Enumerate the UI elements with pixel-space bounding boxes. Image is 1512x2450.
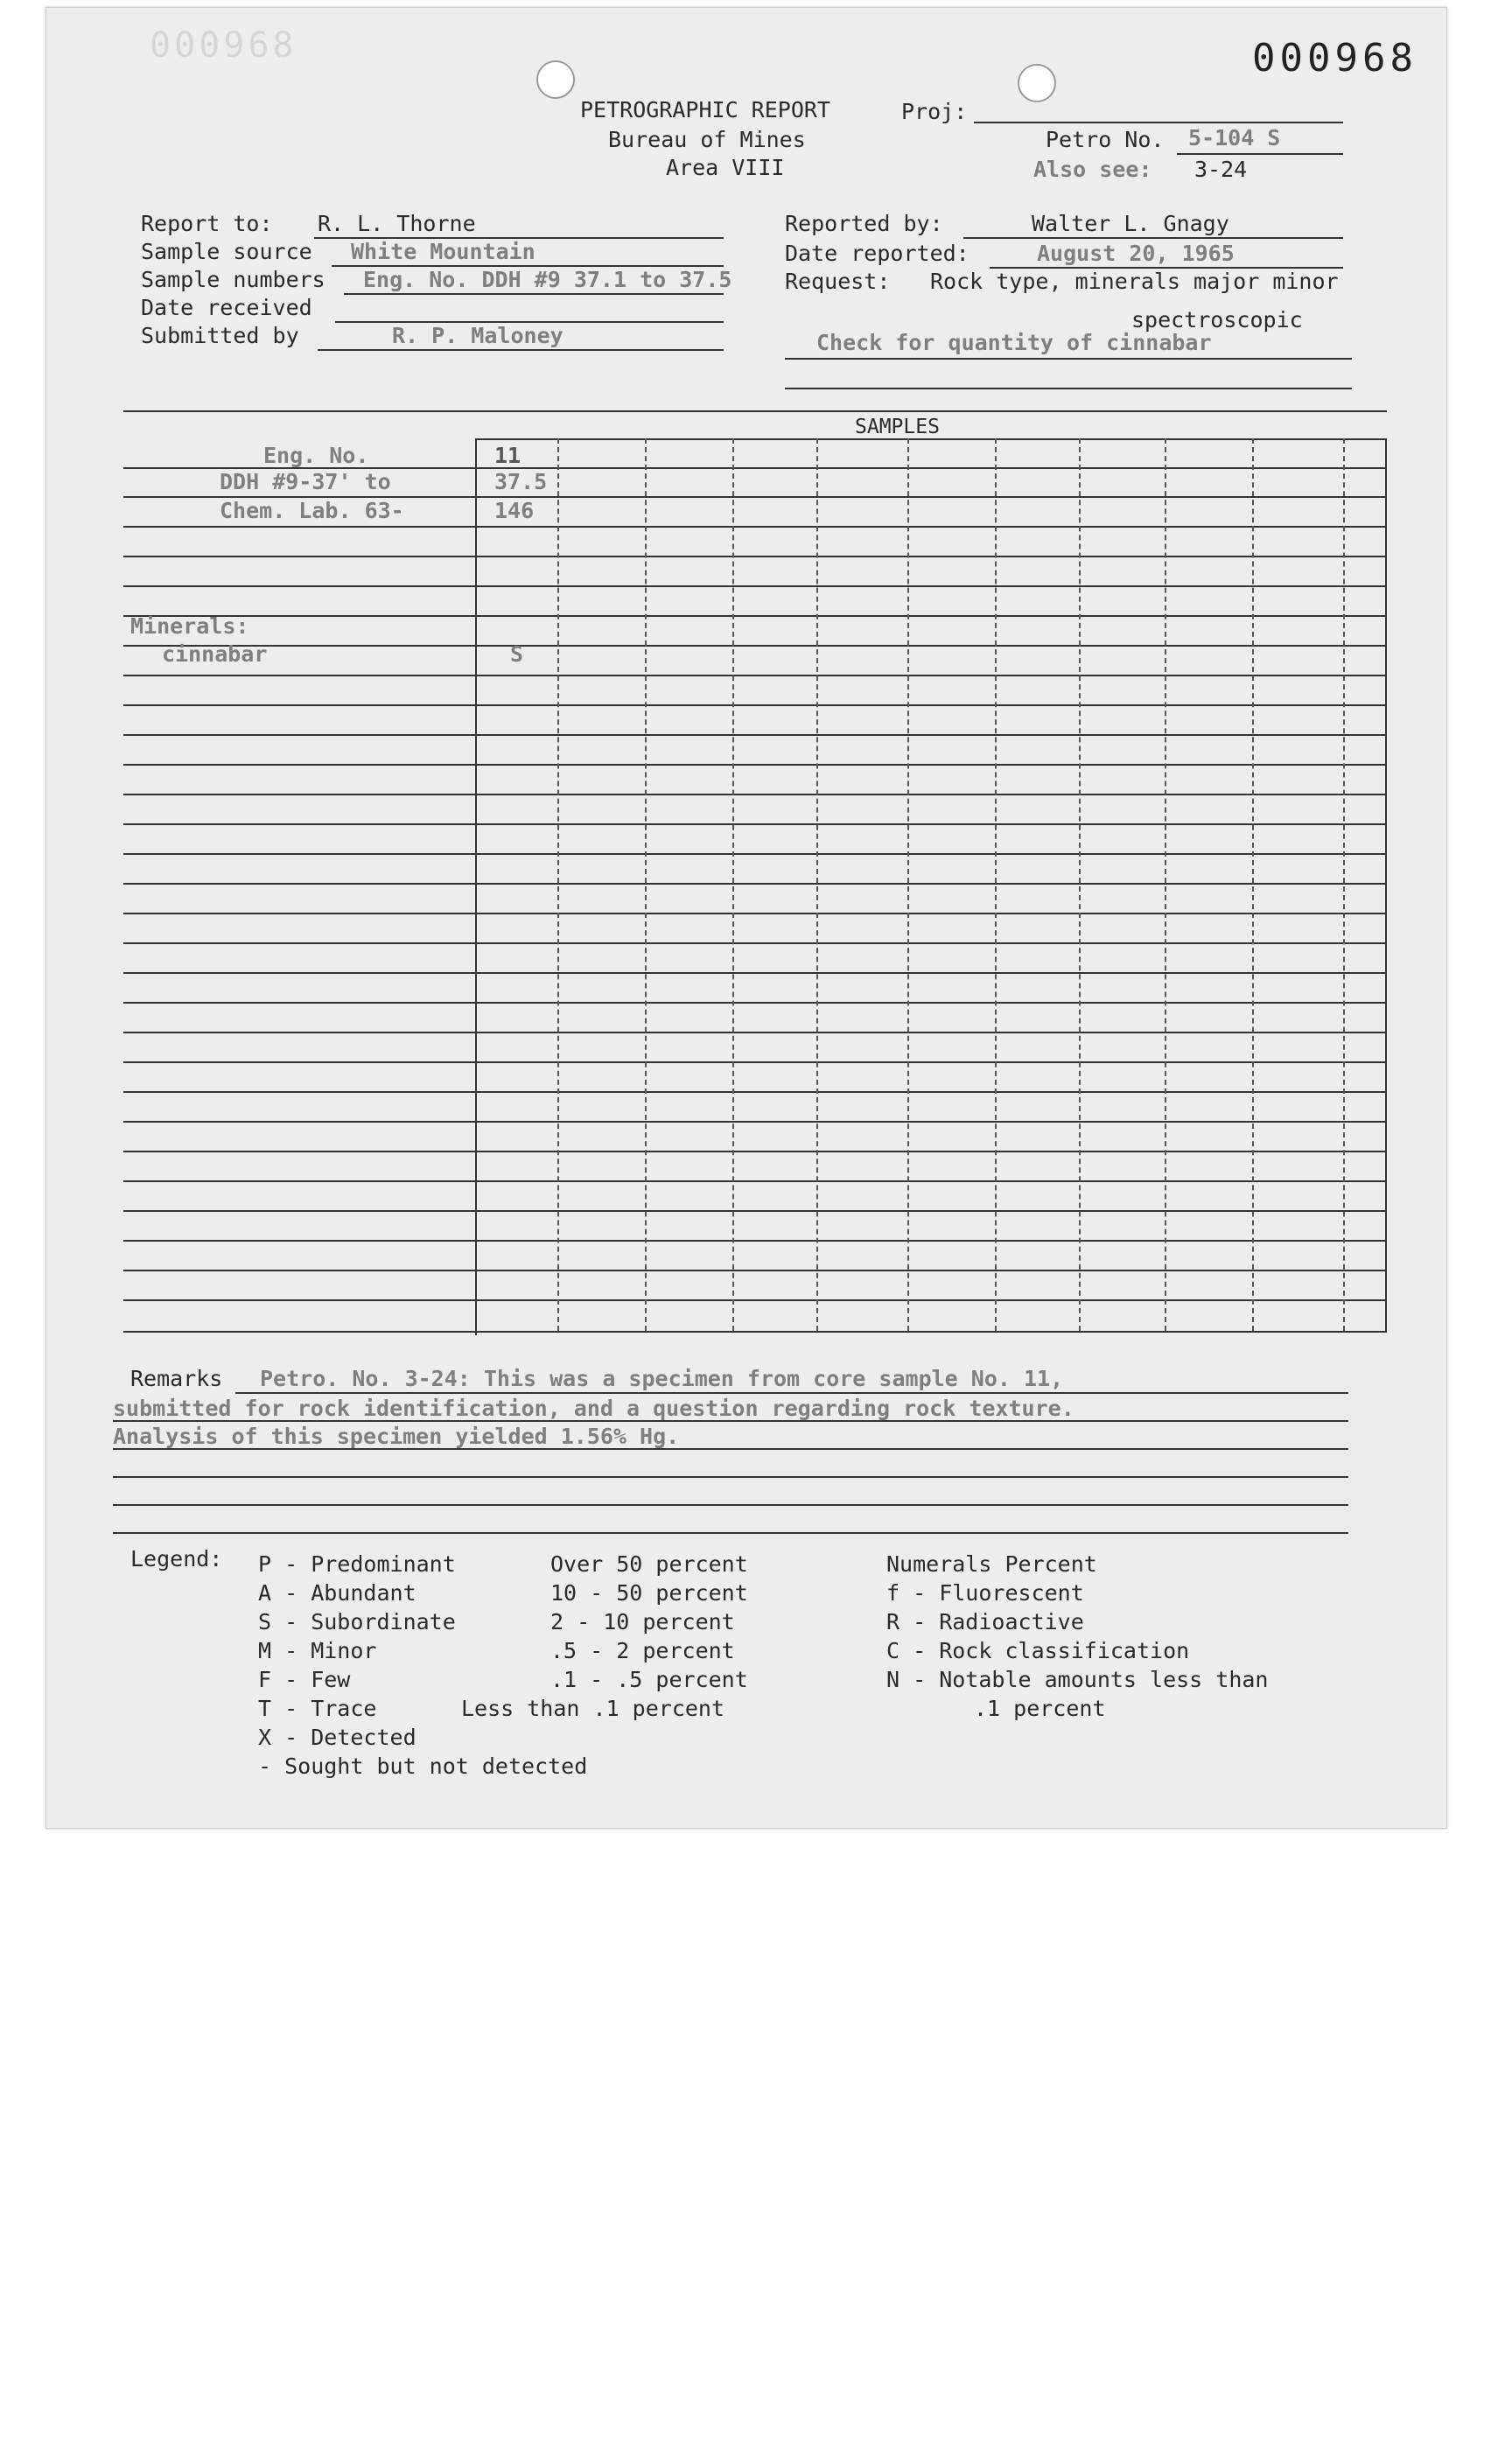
grid-row-line	[123, 1210, 1387, 1212]
grid-row-line	[123, 1002, 1387, 1004]
punch-hole-right	[1018, 64, 1056, 102]
grid-row-line	[123, 972, 1387, 974]
remarks-rule-2	[113, 1420, 1348, 1422]
row-label-eng-no: Eng. No.	[263, 443, 369, 468]
grid-row-line	[123, 704, 1387, 706]
grid-row-line	[123, 794, 1387, 795]
legend-code: P - Predominant	[258, 1551, 456, 1577]
remarks-line1: Petro. No. 3-24: This was a specimen from core sample No. 11,	[260, 1366, 1064, 1391]
petro-no-field-line	[1177, 153, 1343, 155]
submitted-by-label: Submitted by	[141, 323, 299, 348]
reported-by-label: Reported by:	[785, 211, 943, 236]
grid-row-line	[123, 942, 1387, 944]
remarks-rule-1	[235, 1392, 1348, 1394]
grid-row-line	[123, 823, 1387, 825]
report-to-value: R. L. Thorne	[318, 211, 476, 236]
report-sheet	[46, 7, 1447, 1829]
grid-row-line	[123, 1270, 1387, 1271]
request-label: Request:	[785, 269, 891, 294]
legend-code: X - Detected	[258, 1725, 416, 1750]
petro-no-label: Petro No.	[1046, 127, 1165, 152]
legend-range: 2 - 10 percent	[550, 1609, 735, 1634]
sample-source-value: White Mountain	[351, 239, 536, 264]
agency-name: Bureau of Mines	[608, 127, 806, 152]
sample-cell-chem-lab: 146	[494, 498, 535, 523]
grid-top-line	[123, 410, 1387, 412]
grid-row-line	[123, 1240, 1387, 1242]
sample-source-label: Sample source	[141, 239, 312, 264]
grid-row-line	[123, 913, 1387, 914]
also-see-value: 3-24	[1194, 157, 1248, 182]
remarks-rule-5	[113, 1504, 1348, 1506]
proj-field	[974, 122, 1343, 123]
also-see-label: Also see:	[1033, 157, 1152, 182]
sample-cell-eng-no: 11	[494, 443, 522, 468]
remarks-rule-6	[113, 1532, 1348, 1534]
grid-row-line	[123, 585, 1387, 587]
grid-column-line	[907, 438, 909, 1331]
legend-range: .5 - 2 percent	[550, 1638, 735, 1663]
sample-numbers-line	[344, 293, 724, 295]
legend-symbol-item: f - Fluorescent	[886, 1580, 1084, 1606]
grid-row-line	[123, 883, 1387, 885]
grid-column-line	[557, 438, 559, 1331]
grid-column-line	[816, 438, 818, 1331]
sample-cell-ddh: 37.5	[494, 469, 548, 494]
grid-row-line	[123, 675, 1387, 676]
petro-no-value: 5-104 S	[1188, 125, 1281, 150]
punch-hole-left	[536, 60, 575, 99]
legend-code: T - Trace	[258, 1696, 377, 1721]
request-line2: spectroscopic	[1131, 307, 1303, 332]
grid-column-line	[1079, 438, 1081, 1331]
proj-label: Proj:	[901, 99, 968, 124]
submitted-by-line	[318, 349, 724, 351]
mineral-name: cinnabar	[162, 641, 268, 667]
legend-symbol-item: N - Notable amounts less than	[886, 1667, 1269, 1692]
sample-numbers-value: Eng. No. DDH #9 37.1 to 37.5	[363, 267, 732, 292]
legend-range: .1 - .5 percent	[550, 1667, 748, 1692]
legend-code: M - Minor	[258, 1638, 377, 1663]
remarks-line2: submitted for rock identification, and a question regarding rock texture.	[113, 1396, 1074, 1421]
row-label-ddh: DDH #9-37' to	[220, 469, 391, 494]
legend-code: A - Abundant	[258, 1580, 416, 1606]
grid-row-line	[123, 1121, 1387, 1123]
report-to-label: Report to:	[141, 211, 273, 236]
document-stamp-number: 000968	[1252, 36, 1418, 80]
grid-row-line	[123, 1331, 1387, 1333]
legend-right-title: Numerals Percent	[886, 1551, 1097, 1577]
reported-by-line	[963, 237, 1343, 239]
request-line-a	[785, 358, 1352, 360]
grid-row-line	[123, 853, 1387, 855]
grid-row-line	[475, 438, 1387, 440]
mineral-value: S	[510, 641, 524, 667]
grid-row-line	[123, 1299, 1387, 1301]
legend-code: F - Few	[258, 1667, 351, 1692]
grid-column-line	[645, 438, 647, 1331]
date-reported-label: Date reported:	[785, 241, 970, 266]
submitted-by-value: R. P. Maloney	[392, 323, 564, 348]
remarks-line3: Analysis of this specimen yielded 1.56% Hg.	[113, 1424, 680, 1449]
legend-symbol-item: C - Rock classification	[886, 1638, 1190, 1663]
grid-row-line	[123, 1061, 1387, 1063]
grid-column-line	[1252, 438, 1254, 1331]
legend-code: S - Subordinate	[258, 1609, 456, 1634]
grid-row-line	[123, 645, 1387, 647]
grid-column-line	[1385, 438, 1387, 1331]
sample-numbers-label: Sample numbers	[141, 267, 326, 292]
legend-range: 10 - 50 percent	[550, 1580, 748, 1606]
ghost-stamp: 000968	[150, 25, 298, 66]
legend-code: - Sought but not detected	[258, 1754, 588, 1779]
remarks-rule-3	[113, 1448, 1348, 1450]
request-line1: Rock type, minerals major minor	[930, 269, 1339, 294]
grid-row-line	[123, 556, 1387, 557]
remarks-rule-4	[113, 1476, 1348, 1478]
request-line3: Check for quantity of cinnabar	[816, 330, 1212, 355]
date-reported-value: August 20, 1965	[1037, 241, 1235, 266]
reported-by-value: Walter L. Gnagy	[1032, 211, 1229, 236]
grid-column-line	[995, 438, 997, 1331]
grid-row-line	[123, 1151, 1387, 1152]
legend-label: Legend:	[130, 1546, 223, 1572]
grid-row-line	[123, 1032, 1387, 1033]
grid-column-line	[732, 438, 734, 1331]
grid-row-line	[123, 1180, 1387, 1182]
report-title: PETROGRAPHIC REPORT	[580, 97, 830, 122]
request-line-b	[785, 388, 1352, 389]
legend-symbol-item: R - Radioactive	[886, 1609, 1084, 1634]
legend-range: Less than .1 percent	[461, 1696, 725, 1721]
row-label-chem-lab: Chem. Lab. 63-	[220, 498, 404, 523]
grid-column-line	[1165, 438, 1166, 1331]
minerals-heading: Minerals:	[130, 613, 249, 639]
samples-header: SAMPLES	[855, 416, 940, 438]
grid-row-line	[123, 734, 1387, 736]
remarks-label: Remarks	[130, 1366, 223, 1391]
legend-symbol-item: .1 percent	[974, 1696, 1106, 1721]
grid-row-line	[123, 526, 1387, 528]
grid-col-divider	[475, 438, 477, 1335]
grid-row-line	[123, 1091, 1387, 1093]
grid-row-line	[123, 764, 1387, 766]
legend-range: Over 50 percent	[550, 1551, 748, 1577]
grid-row-line	[123, 615, 1387, 617]
area-name: Area VIII	[666, 155, 785, 180]
date-received-label: Date received	[141, 295, 312, 320]
grid-column-line	[1343, 438, 1345, 1331]
